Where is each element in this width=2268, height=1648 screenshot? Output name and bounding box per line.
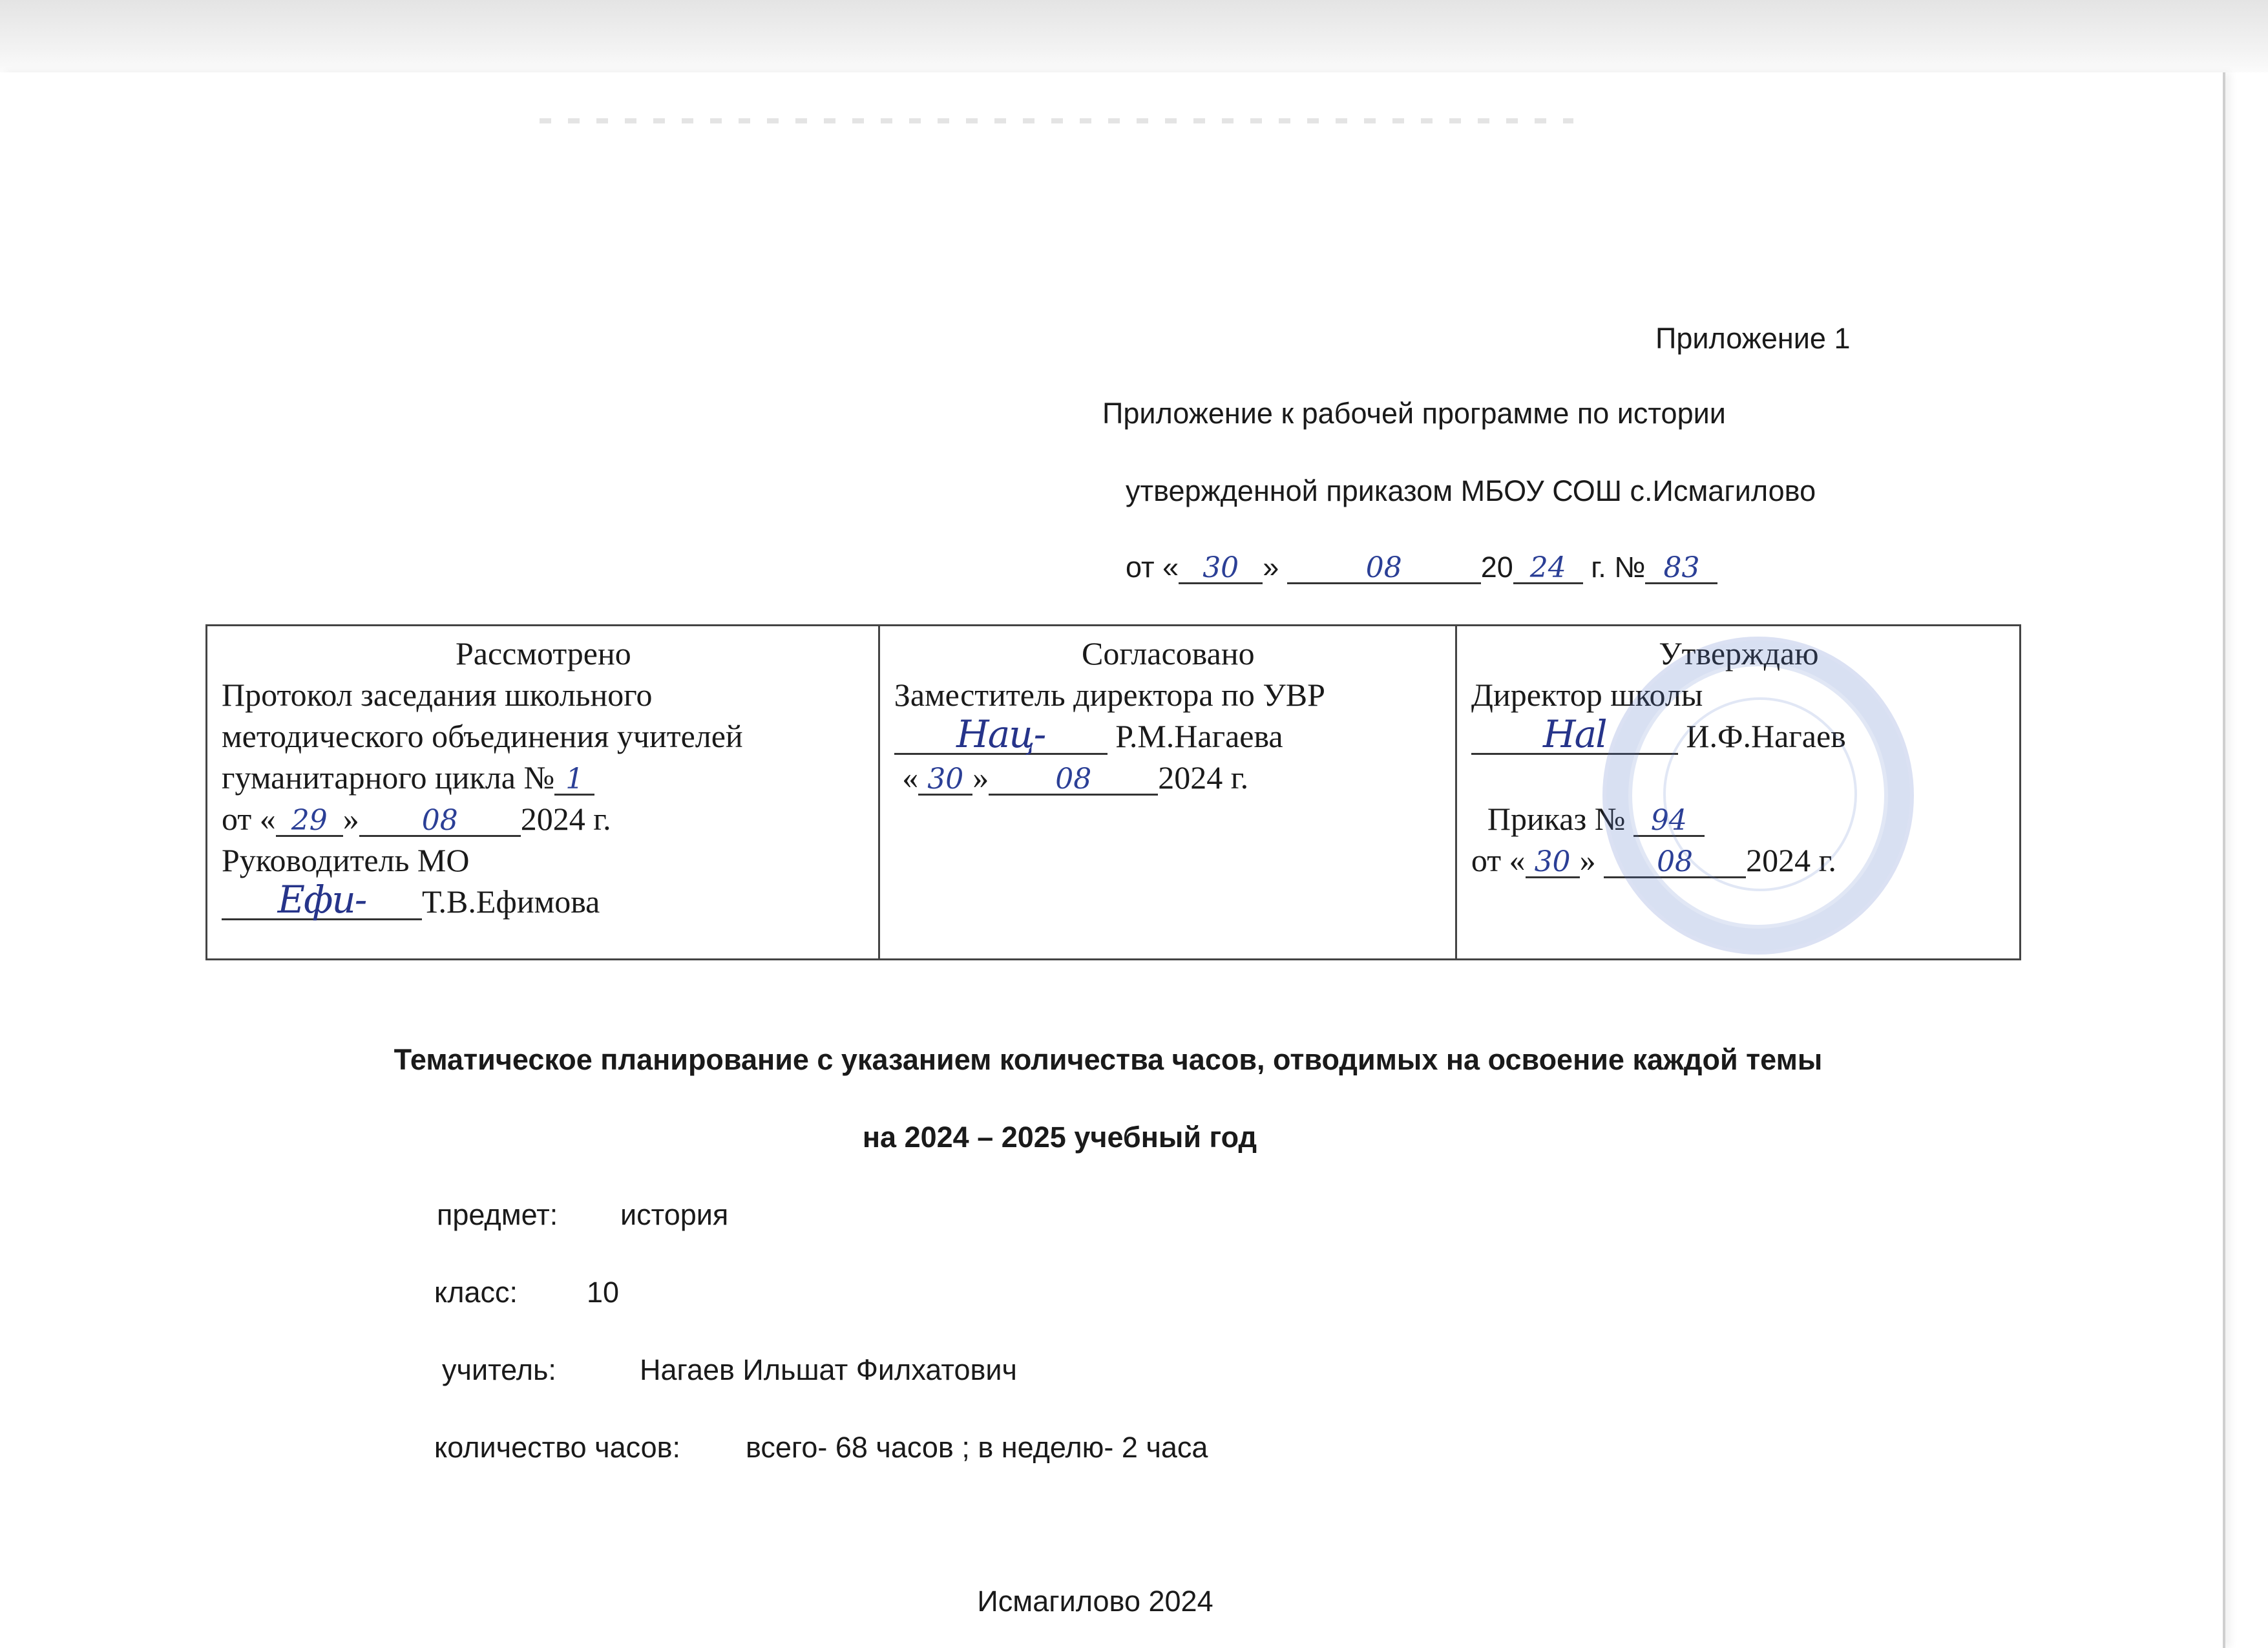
agreed-month: 08: [989, 765, 1158, 796]
considered-date: [222, 798, 865, 840]
agreed-year: 2024 г.: [1158, 759, 1249, 796]
agreed-name: Р.М.Нагаева: [1107, 718, 1283, 754]
class-value: 10: [587, 1276, 620, 1309]
order-month: 08: [1287, 554, 1481, 584]
order-line: утвержденной приказом МБОУ СОШ с.Исмагилово: [1126, 474, 1816, 507]
document-subtitle: на 2024 – 2025 учебный год: [862, 1121, 1257, 1154]
considered-day: 29: [276, 807, 343, 837]
approve-heading: Утверждаю: [1659, 635, 1819, 671]
considered-heading: Рассмотрено: [455, 635, 631, 671]
considered-year: 2024 г.: [520, 801, 611, 837]
agreed-heading: Согласовано: [1082, 635, 1255, 671]
approve-date: [1471, 840, 2006, 881]
agreed-role: Заместитель директора по УВР: [894, 677, 1325, 713]
hours-field: [434, 1431, 1208, 1464]
date-prefix: от «: [1126, 551, 1179, 584]
appendix-label: Приложение 1: [1655, 322, 1851, 355]
considered-line1: Протокол заседания школьного: [222, 677, 653, 713]
subject-value: история: [620, 1198, 729, 1231]
agreed-cell: [878, 626, 1455, 958]
protocol-number: 1: [554, 765, 594, 796]
teacher-value: Нагаев Ильшат Филхатович: [640, 1353, 1017, 1386]
approve-year: 2024 г.: [1746, 842, 1836, 878]
considered-month: 08: [359, 807, 521, 837]
approve-signature: Наl: [1471, 715, 1678, 755]
approve-name: И.Ф.Нагаев: [1677, 718, 1846, 754]
year-end: г. №: [1582, 551, 1646, 584]
approve-spacer: [1471, 757, 2006, 798]
considered-signature: Eфu-: [222, 881, 422, 920]
agreed-signature: Нац-: [894, 715, 1108, 755]
year-prefix: 20: [1480, 551, 1513, 584]
considered-cell: [207, 626, 878, 958]
considered-date-prefix: от «: [222, 801, 276, 837]
considered-date-mid: »: [342, 801, 359, 837]
class-field: [434, 1276, 619, 1309]
document-title: Тематическое планирование с указанием количества часов, отводимых на освоение каждой темы: [394, 1043, 1823, 1076]
scan-top-shadow: [0, 0, 2268, 72]
approve-role: Директор школы: [1471, 677, 1703, 713]
subject-field: [437, 1198, 728, 1232]
approve-signature-line: [1471, 712, 2006, 757]
approve-date-mid: »: [1579, 842, 1604, 878]
hours-label: количество часов:: [434, 1431, 681, 1464]
approve-order-label: Приказ №: [1487, 801, 1633, 837]
teacher-field: [442, 1353, 1017, 1387]
considered-line3: [222, 757, 865, 798]
program-line: Приложение к рабочей программе по истории: [1102, 397, 1726, 430]
approve-date-prefix: от «: [1471, 842, 1526, 878]
approve-month: 08: [1604, 848, 1746, 878]
agreed-date: [894, 757, 1442, 798]
considered-signature-line: [222, 878, 865, 922]
subject-label: предмет:: [437, 1198, 558, 1231]
agreed-signature-line: [894, 712, 1442, 757]
considered-line3-text: гуманитарного цикла №: [222, 759, 555, 796]
teacher-label: учитель:: [442, 1353, 556, 1386]
order-year-suffix: 24: [1513, 554, 1583, 584]
date-mid: »: [1263, 551, 1287, 584]
scan-artifact: [540, 118, 1573, 123]
approve-order: [1471, 798, 2006, 840]
agreed-day: 30: [918, 765, 972, 796]
considered-line2: методического объединения учителей: [222, 718, 743, 754]
approval-table: [205, 624, 2021, 960]
approve-cell: [1455, 626, 2019, 958]
class-label: класс:: [434, 1276, 518, 1309]
agreed-date-prefix: «: [902, 759, 919, 796]
agreed-date-mid: »: [972, 759, 989, 796]
approve-order-number: 94: [1633, 807, 1705, 837]
order-day: 30: [1179, 554, 1263, 584]
considered-role: Руководитель МО: [222, 842, 470, 878]
approve-day: 30: [1526, 848, 1580, 878]
considered-name: Т.В.Ефимова: [422, 883, 600, 920]
footer-place-year: Исмагилово 2024: [977, 1585, 1213, 1618]
hours-value: всего- 68 часов ; в неделю- 2 часа: [746, 1431, 1208, 1464]
order-number: 83: [1645, 554, 1717, 584]
order-date-line: [1126, 551, 1717, 584]
